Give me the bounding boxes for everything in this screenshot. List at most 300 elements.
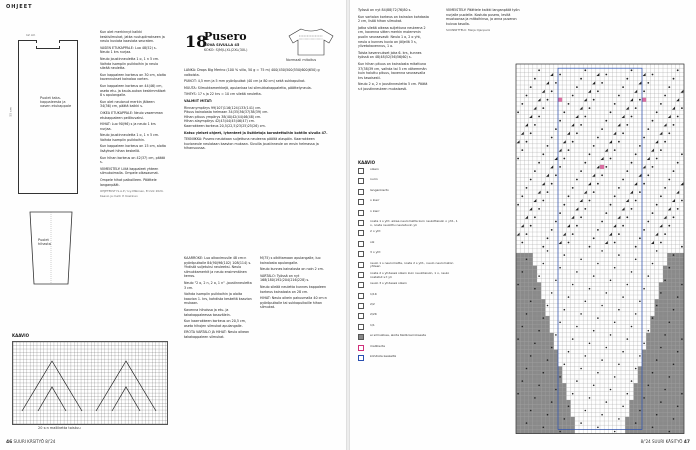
- chart-grey-cell: [537, 337, 541, 341]
- chart-grey-cell: [642, 413, 646, 417]
- chart-grey-cell: [554, 413, 558, 417]
- chart-grey-cell: [524, 266, 528, 270]
- chart-purl-dot: [568, 351, 570, 353]
- chart-purl-dot: [660, 242, 662, 244]
- chart-grey-cell: [571, 421, 575, 425]
- chart-purl-dot: [618, 233, 620, 235]
- chart-grey-cell: [562, 387, 566, 391]
- chart-grey-cell: [524, 362, 528, 366]
- chart-grey-cell: [533, 400, 537, 404]
- chart-purl-dot: [601, 221, 603, 223]
- chart-purl-dot: [572, 187, 574, 189]
- chart-grey-cell: [537, 417, 541, 421]
- chart-purl-dot: [517, 158, 519, 160]
- chart-grey-cell: [642, 371, 646, 375]
- chart-grey-cell: [516, 287, 520, 291]
- chart-purl-dot: [606, 401, 608, 403]
- chart-decrease-mark: [575, 115, 578, 118]
- chart-purl-dot: [563, 158, 565, 160]
- chart-decrease-mark: [622, 207, 625, 210]
- chart-purl-dot: [669, 431, 671, 433]
- chart-purl-dot: [564, 254, 566, 256]
- mid-p-7: Hihan pituus ympärys 38(40)42(44)46(48) cm.: [184, 114, 262, 119]
- chart-grey-cell: [562, 400, 566, 404]
- chart-grey-cell: [524, 320, 528, 324]
- chart-grey-cell: [554, 421, 558, 425]
- chart-grey-cell: [667, 417, 671, 421]
- chart-grey-cell: [541, 387, 545, 391]
- chart-grey-cell: [516, 261, 520, 265]
- chart-grey-cell: [533, 282, 537, 286]
- chart-grey-cell: [676, 383, 680, 387]
- chart-decrease-mark: [550, 73, 553, 76]
- chart-purl-dot: [530, 132, 532, 134]
- chart-decrease-mark: [592, 81, 595, 84]
- chart-grey-cell: [642, 417, 646, 421]
- chart-purl-dot: [668, 86, 670, 88]
- chart-purl-dot: [652, 263, 654, 265]
- chart-purl-dot: [614, 267, 616, 269]
- left-p-7: HIHAT: Luo 90(96) s ja neulo 1 krs nurjaa.: [100, 122, 156, 131]
- chart-grey-cell: [629, 408, 633, 412]
- chart-grey-cell: [676, 282, 680, 286]
- chart-purl-dot: [668, 132, 670, 134]
- chart-grey-cell: [680, 421, 684, 425]
- chart-grey-cell: [524, 392, 528, 396]
- chart-grey-cell: [671, 291, 675, 295]
- chart-grey-cell: [646, 429, 650, 433]
- chart-grey-cell: [667, 400, 671, 404]
- chart-grey-cell: [545, 350, 549, 354]
- chart-grey-cell: [646, 413, 650, 417]
- chart-purl-dot: [547, 359, 549, 361]
- chart-grey-cell: [629, 404, 633, 408]
- chart-grey-cell: [524, 303, 528, 307]
- chart-grey-cell: [671, 396, 675, 400]
- chart-grey-cell: [550, 404, 554, 408]
- chart-grey-cell: [554, 400, 558, 404]
- chart-purl-dot: [631, 69, 633, 71]
- chart-purl-dot: [559, 267, 561, 269]
- chart-grey-cell: [529, 396, 533, 400]
- chart-grey-cell: [625, 425, 629, 429]
- chart-purl-dot: [576, 132, 578, 134]
- chart-grey-cell: [516, 396, 520, 400]
- chart-grey-cell: [676, 413, 680, 417]
- chart-decrease-mark: [655, 140, 658, 143]
- chart-grey-cell: [520, 333, 524, 337]
- chart-purl-dot: [597, 137, 599, 139]
- chart-grey-cell: [663, 274, 667, 278]
- chart-purl-dot: [534, 288, 536, 290]
- chart-grey-cell: [680, 404, 684, 408]
- legend-swatch-icon: [358, 272, 364, 278]
- chart-grey-cell: [634, 396, 638, 400]
- chart-purl-dot: [534, 343, 536, 345]
- chart-purl-dot: [677, 351, 679, 353]
- chart-grey-cell: [550, 383, 554, 387]
- chart-grey-cell: [629, 417, 633, 421]
- chart-decrease-mark: [538, 98, 541, 101]
- chart-grey-cell: [667, 350, 671, 354]
- chart-grey-cell: [663, 417, 667, 421]
- chart-decrease-mark: [525, 123, 528, 126]
- chart-purl-dot: [639, 237, 641, 239]
- chart-decrease-mark: [609, 233, 612, 236]
- chart-purl-dot: [627, 284, 629, 286]
- chart-grey-cell: [655, 383, 659, 387]
- chart-grey-cell: [667, 333, 671, 337]
- chart-purl-dot: [618, 418, 620, 420]
- chart-grey-cell: [529, 316, 533, 320]
- chart-decrease-mark: [559, 241, 562, 244]
- chart-grey-cell: [659, 350, 663, 354]
- chart-grey-cell: [680, 350, 684, 354]
- chart-grey-cell: [671, 266, 675, 270]
- chart-purl-dot: [622, 406, 624, 408]
- chart-grey-cell: [571, 429, 575, 433]
- chart-grey-cell: [680, 253, 684, 257]
- chart-decrease-mark: [517, 140, 520, 143]
- chart-grey-cell: [550, 396, 554, 400]
- chart-grey-cell: [676, 429, 680, 433]
- chart-grey-cell: [520, 358, 524, 362]
- chart-grey-cell: [537, 295, 541, 299]
- chart-decrease-mark: [588, 90, 591, 93]
- chart-grey-cell: [533, 320, 537, 324]
- chart-purl-dot: [551, 292, 553, 294]
- chart-grey-cell: [676, 371, 680, 375]
- chart-purl-dot: [530, 179, 532, 181]
- chart-grey-cell: [537, 392, 541, 396]
- chart-grey-cell: [634, 400, 638, 404]
- chart-grey-cell: [671, 282, 675, 286]
- chart-grey-cell: [667, 278, 671, 282]
- left-credit: OHJETEKSTI S.A.P / Ivy-Mäkinen, Eri-Vik 2024. Kaavio ja malli: P. Koskinen: [100, 189, 164, 198]
- chart-purl-dot: [660, 401, 662, 403]
- chart-grey-cell: [680, 371, 684, 375]
- chart-grey-cell: [524, 417, 528, 421]
- chart-grey-cell: [529, 333, 533, 337]
- chart-grey-cell: [646, 392, 650, 396]
- chart-purl-dot: [559, 74, 561, 76]
- chart-purl-dot: [597, 317, 599, 319]
- chart-grey-cell: [671, 270, 675, 274]
- chart-grey-cell: [524, 408, 528, 412]
- chart-purl-dot: [673, 364, 675, 366]
- chart-purl-dot: [543, 317, 545, 319]
- chart-grey-cell: [667, 392, 671, 396]
- chart-grey-cell: [537, 320, 541, 324]
- chart-grey-cell: [638, 429, 642, 433]
- chart-grey-cell: [520, 266, 524, 270]
- chart-grey-cell: [550, 371, 554, 375]
- chart-grey-cell: [650, 337, 654, 341]
- chart-decrease-mark: [626, 107, 629, 110]
- chart-decrease-mark: [592, 174, 595, 177]
- chart-grey-cell: [516, 270, 520, 274]
- chart-grey-cell: [680, 266, 684, 270]
- chart-grey-cell: [554, 366, 558, 370]
- chart-purl-dot: [593, 99, 595, 101]
- chart-purl-dot: [614, 431, 616, 433]
- chart-purl-dot: [622, 296, 624, 298]
- chart-grey-cell: [520, 312, 524, 316]
- chart-grey-cell: [533, 299, 537, 303]
- chart-purl-dot: [593, 330, 595, 332]
- chart-grey-cell: [680, 270, 684, 274]
- chart-grey-cell: [524, 337, 528, 341]
- chart-grey-cell: [516, 354, 520, 358]
- chart-purl-dot: [618, 309, 620, 311]
- chart-grey-cell: [680, 308, 684, 312]
- chart-grey-cell: [524, 270, 528, 274]
- chart-grey-cell: [545, 429, 549, 433]
- legend-text: 2 o yht: [370, 229, 381, 234]
- chart-purl-dot: [517, 204, 519, 206]
- chart-grey-cell: [537, 308, 541, 312]
- chart-grey-cell: [680, 303, 684, 307]
- chart-purl-dot: [521, 242, 523, 244]
- chart-grey-cell: [520, 303, 524, 307]
- chart-purl-dot: [597, 229, 599, 231]
- chart-grey-cell: [676, 257, 680, 261]
- chart-grey-cell: [541, 375, 545, 379]
- chart-grey-cell: [524, 253, 528, 257]
- chart-decrease-mark: [613, 224, 616, 227]
- chart-grey-cell: [659, 379, 663, 383]
- chart-decrease-mark: [533, 107, 536, 110]
- chart-grey-cell: [634, 425, 638, 429]
- chart-grey-cell: [667, 316, 671, 320]
- chart-purl-dot: [656, 305, 658, 307]
- chart-grey-cell: [646, 387, 650, 391]
- chart-grey-cell: [541, 417, 545, 421]
- chart-purl-dot: [580, 170, 582, 172]
- folio-right: [641, 439, 690, 445]
- chart-grey-cell: [638, 366, 642, 370]
- legend-swatch-icon: [358, 241, 364, 247]
- chart-grey-cell: [520, 329, 524, 333]
- chart-grey-cell: [558, 404, 562, 408]
- chart-grey-cell: [520, 362, 524, 366]
- chart-grey-cell: [671, 274, 675, 278]
- chart-grey-cell: [680, 261, 684, 265]
- chart-grey-cell: [524, 383, 528, 387]
- chart-grey-cell: [676, 408, 680, 412]
- chart-decrease-mark: [550, 165, 553, 168]
- chart-decrease-mark: [542, 182, 545, 185]
- chart-grey-cell: [541, 324, 545, 328]
- chart-grey-cell: [659, 404, 663, 408]
- chart-grey-cell: [550, 429, 554, 433]
- chart-grey-cell: [642, 379, 646, 383]
- chart-purl-dot: [589, 288, 591, 290]
- chart-grey-cell: [680, 287, 684, 291]
- chart-purl-dot: [643, 137, 645, 139]
- chart-grey-cell: [541, 308, 545, 312]
- chart-grey-cell: [655, 312, 659, 316]
- chart-purl-dot: [564, 418, 566, 420]
- chart-grey-cell: [671, 375, 675, 379]
- chart-purl-dot: [555, 128, 557, 130]
- chart-purl-dot: [664, 141, 666, 143]
- chart-grey-cell: [520, 295, 524, 299]
- legend-row: [358, 355, 458, 365]
- left-p-1: VASEN ETUKAPPALE: Luo 48(52) s. Neulo 1 krs nurjaa.: [100, 45, 157, 55]
- chart-grey-cell: [545, 324, 549, 328]
- chart-grey-cell: [676, 253, 680, 257]
- chart-grey-cell: [520, 396, 524, 400]
- chart-grey-cell: [629, 413, 633, 417]
- legend-swatch-icon: [358, 230, 364, 236]
- chart-decrease-mark: [634, 182, 637, 185]
- right-p-0: Työssä on nyt 84(88)72(76)80 s.: [358, 8, 412, 12]
- chart-purl-dot: [551, 401, 553, 403]
- chart-grey-cell: [545, 392, 549, 396]
- chart-grey-cell: [638, 392, 642, 396]
- chart-decrease-mark: [659, 224, 662, 227]
- chart-grey-cell: [554, 392, 558, 396]
- chart-decrease-mark: [575, 207, 578, 210]
- right-p-3: Toista kavennukset joka 6. krs, kunnes työssä on 48(48)52(56)56(60) s.: [358, 50, 422, 60]
- chart-purl-dot: [618, 254, 620, 256]
- chart-purl-dot: [668, 179, 670, 181]
- chart-grey-cell: [663, 299, 667, 303]
- chart-grey-cell: [533, 429, 537, 433]
- mid2-p-0: KAARROKE: Luo olkavimuslle 48 cm:n pyöröpuikolle 84(90)96(102) 108(114) s. Yhdistä suljetuksi neuleeksi. Neulo silmukkamerkit ja neulo ensimmäinen kerros.: [184, 256, 252, 279]
- chart-purl-dot: [572, 393, 574, 395]
- chart-grey-cell: [663, 345, 667, 349]
- mid3-p-2: VARTALO: Työssä on nyt 168(180)192(204)216(228) s.: [260, 273, 310, 283]
- left-p-4: Kun kappaleen korkeus on 44(46) cm, aseta etu- ja kaula-aukon keskimmäiset 8 s apulangalle.: [100, 83, 166, 98]
- chart-grey-cell: [663, 404, 667, 408]
- chart-grey-cell: [529, 324, 533, 328]
- chart-grey-cell: [642, 375, 646, 379]
- chart-grey-cell: [537, 312, 541, 316]
- chart-grey-cell: [667, 358, 671, 362]
- chart-purl-dot: [626, 78, 628, 80]
- chart-purl-dot: [589, 397, 591, 399]
- chart-grey-cell: [516, 429, 520, 433]
- chart-grey-cell: [524, 282, 528, 286]
- chart-grey-cell: [646, 371, 650, 375]
- chart-grey-cell: [537, 408, 541, 412]
- chart-grey-cell: [520, 299, 524, 303]
- chart-grey-cell: [659, 417, 663, 421]
- chart-purl-dot: [601, 250, 603, 252]
- chart-purl-dot: [677, 69, 679, 71]
- chart-grey-cell: [655, 324, 659, 328]
- chart-grey-cell: [680, 383, 684, 387]
- chart-purl-dot: [576, 326, 578, 328]
- chart-grey-cell: [558, 366, 562, 370]
- chart-purl-dot: [538, 208, 540, 210]
- chart-grey-cell: [524, 329, 528, 333]
- chart-grey-cell: [520, 354, 524, 358]
- chart-purl-dot: [656, 414, 658, 416]
- chart-grey-cell: [558, 379, 562, 383]
- chart-grey-cell: [671, 387, 675, 391]
- sleeve-schematic: [22, 208, 80, 288]
- chart-grey-cell: [545, 400, 549, 404]
- chart-grey-cell: [541, 337, 545, 341]
- chart-grey-cell: [520, 257, 524, 261]
- chart-grey-cell: [541, 362, 545, 366]
- chart-grey-cell: [629, 425, 633, 429]
- mid2-p-2: Vaihda isompiin puikkoihin ja aloita kaavion 1. krs, kohdista keskeltä kaavion mukaan.: [184, 292, 252, 306]
- chart-purl-dot: [622, 86, 624, 88]
- chart-grey-cell: [529, 278, 533, 282]
- chart-grey-cell: [659, 354, 663, 358]
- chart-grey-cell: [659, 371, 663, 375]
- chart-grey-cell: [655, 299, 659, 303]
- chart-grey-cell: [541, 341, 545, 345]
- legend-swatch-icon: [358, 168, 364, 174]
- chart-grey-cell: [680, 429, 684, 433]
- chart-grey-cell: [533, 383, 537, 387]
- chart-purl-dot: [572, 338, 574, 340]
- chart-grey-cell: [650, 366, 654, 370]
- chart-grey-cell: [529, 337, 533, 341]
- chart-grey-cell: [680, 408, 684, 412]
- chart-grey-cell: [550, 421, 554, 425]
- chart-grey-cell: [659, 429, 663, 433]
- chart-grey-cell: [537, 350, 541, 354]
- chart-purl-dot: [618, 95, 620, 97]
- chart-grey-cell: [667, 383, 671, 387]
- chart-grey-cell: [663, 400, 667, 404]
- chart-grey-cell: [676, 379, 680, 383]
- chart-grey-cell: [562, 404, 566, 408]
- legend-text: 1/1K: [370, 291, 377, 296]
- chart-grey-cell: [676, 274, 680, 278]
- chart-grey-cell: [566, 429, 570, 433]
- legend-row: [358, 199, 458, 209]
- chart-purl-dot: [580, 422, 582, 424]
- left-chart-motif: [12, 341, 166, 423]
- chart-grey-cell: [634, 413, 638, 417]
- chart-purl-dot: [614, 195, 616, 197]
- left-text-column: [100, 30, 166, 200]
- chart-purl-dot: [585, 301, 587, 303]
- chart-grey-cell: [667, 257, 671, 261]
- chart-decrease-mark: [680, 90, 683, 93]
- left-chart-caption: 20 s:n malliketta toistuu: [38, 426, 81, 430]
- chart-grey-cell: [671, 404, 675, 408]
- legend-swatch-icon: [358, 334, 364, 340]
- chart-grey-cell: [533, 278, 537, 282]
- chart-purl-dot: [547, 250, 549, 252]
- chart-decrease-mark: [668, 115, 671, 118]
- chart-grey-cell: [671, 329, 675, 333]
- legend-swatch-icon: [358, 282, 364, 288]
- chart-purl-dot: [648, 330, 650, 332]
- chart-purl-dot: [526, 259, 528, 261]
- chart-grey-cell: [529, 308, 533, 312]
- chart-grey-cell: [529, 291, 533, 295]
- legend-swatch-icon: [358, 220, 364, 226]
- chart-purl-dot: [660, 195, 662, 197]
- legend-text: oik: [370, 239, 375, 244]
- chart-grey-cell: [537, 362, 541, 366]
- chart-decrease-mark: [655, 233, 658, 236]
- chart-purl-dot: [593, 237, 595, 239]
- chart-purl-dot: [564, 309, 566, 311]
- chart-grey-cell: [554, 358, 558, 362]
- chart-grey-cell: [524, 345, 528, 349]
- chart-purl-dot: [639, 99, 641, 101]
